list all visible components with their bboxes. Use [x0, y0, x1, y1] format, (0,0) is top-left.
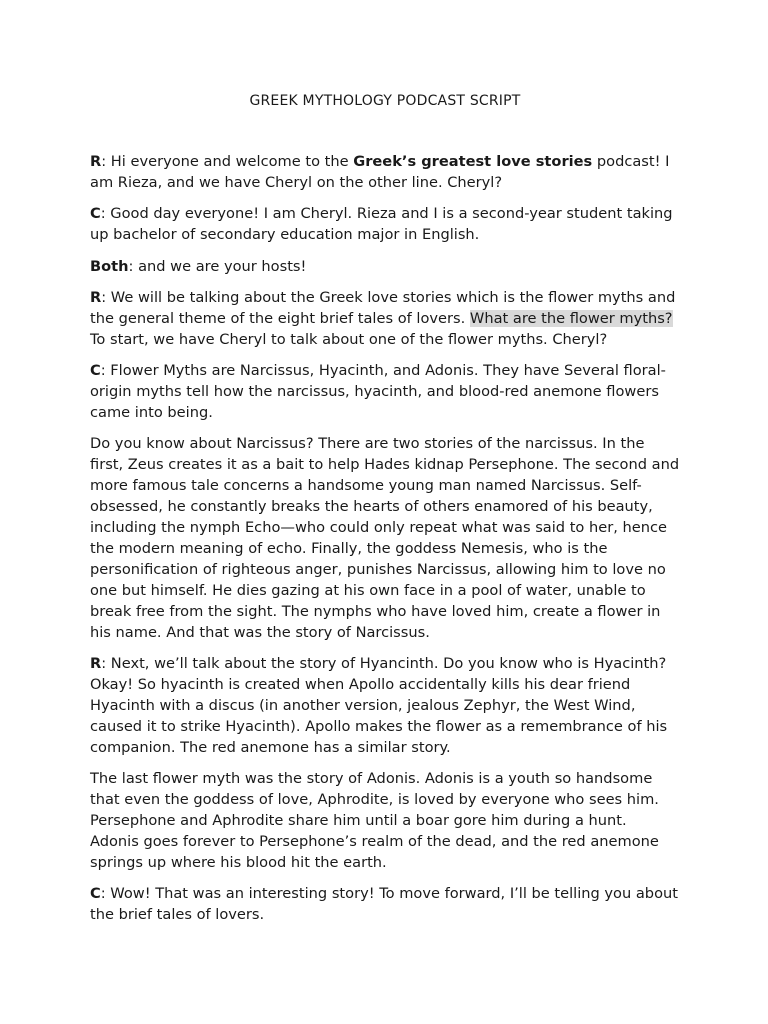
paragraph-flower-myths: [90, 361, 680, 424]
podcast-name: Greek’s greatest love stories: [353, 153, 593, 170]
paragraph-text: : Flower Myths are Narcissus, Hyacinth, and Adonis. They have Several floral-origin myths tell how the narcissus, hyacinth, and blood-red anemone flowers came into being.: [90, 362, 666, 422]
paragraph-both: [90, 257, 680, 278]
paragraph-intro: [90, 152, 680, 194]
speaker-label: R: [90, 289, 102, 307]
paragraph-text: : and we are your hosts!: [128, 257, 307, 275]
speaker-label: C: [90, 362, 101, 380]
paragraph-text: To start, we have Cheryl to talk about one of the flower myths. Cheryl?: [90, 330, 608, 348]
highlighted-question: What are the flower myths?: [469, 309, 673, 327]
speaker-label: R: [90, 655, 102, 673]
paragraph-topic: [90, 288, 680, 351]
paragraph-hyacinth: [90, 654, 680, 759]
speaker-label: R: [90, 153, 102, 170]
speaker-label: Both: [90, 257, 129, 275]
script-body: [90, 152, 680, 936]
paragraph-text: : Wow! That was an interesting story! To move forward, I’ll be telling you about the brief tales of lovers.: [90, 885, 678, 923]
document-title: GREEK MYTHOLOGY PODCAST SCRIPT: [249, 93, 521, 109]
paragraph-text: : Hi everyone and welcome to the: [101, 153, 354, 170]
paragraph-text: podcast! I am Rieza, and we have Cheryl on the other line. Cheryl?: [90, 153, 670, 191]
paragraph-text: : Next, we’ll talk about the story of Hyancinth. Do you know who is Hyacinth? Okay! So hyacinth is created when Apollo accidentally kills his dear friend Hyacinth with a discus (in another version, jealous Zephyr, the West Wind, caused it to strike Hyacinth). Apollo makes the flower as a remembrance of his companion. The red anemone has a similar story.: [90, 655, 668, 756]
paragraph-adonis: The last flower myth was the story of Adonis. Adonis is a youth so handsome that even the goddess of love, Aphrodite, is loved by everyone who sees him. Persephone and Aphrodite share him until a boar gore him during a hunt. Adonis goes forever to Persephone’s realm of the dead, and the red anemone springs up where his blood hit the earth.: [90, 770, 659, 871]
paragraph-cheryl-intro: [90, 204, 680, 246]
paragraph-text: : Good day everyone! I am Cheryl. Rieza and I is a second-year student taking up bachelor of secondary education major in English.: [90, 205, 673, 244]
paragraph-text: : We will be talking about the Greek love stories which is the flower myths and the general theme of the eight brief tales of lovers.: [90, 289, 676, 327]
speaker-label: C: [90, 205, 101, 223]
speaker-label: C: [90, 885, 101, 903]
paragraph-closing: [90, 884, 680, 926]
paragraph-narcissus: Do you know about Narcissus? There are two stories of the narcissus. In the first, Zeus creates it as a bait to help Hades kidnap Persephone. The second and more famous tale concerns a handsome young man named Narcissus. Self-obsessed, he constantly breaks the hearts of others enamored of his beauty, including the nymph Echo—who could only repeat what was said to her, hence the modern meaning of echo. Finally, the goddess Nemesis, who is the personification of righteous anger, punishes Narcissus, allowing him to love no one but himself. He dies gazing at his own face in a pool of water, unable to break free from the sight. The nymphs who have loved him, create a flower in his name. And that was the story of Narcissus.: [90, 435, 680, 641]
